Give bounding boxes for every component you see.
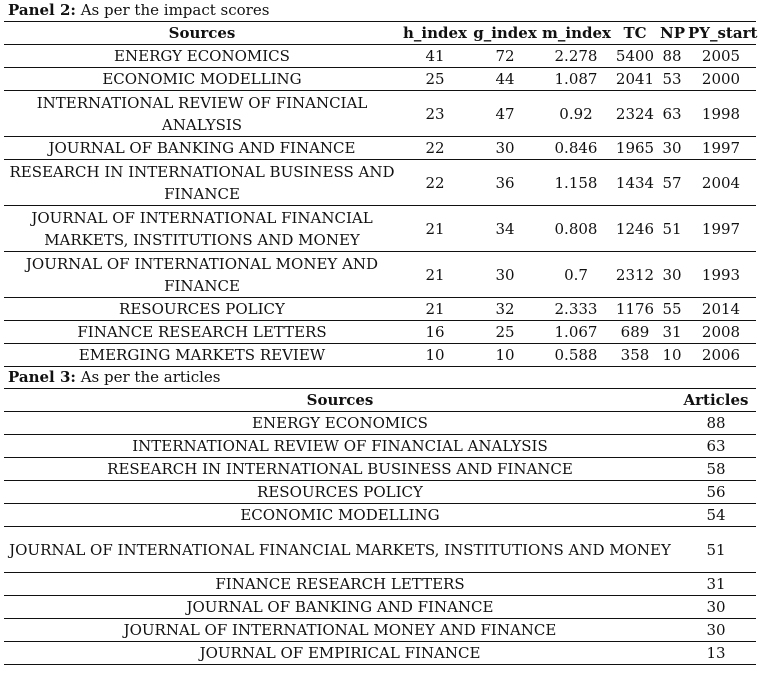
column-header-h-index: h_index xyxy=(400,22,470,45)
cell-tc: 1246 xyxy=(612,206,658,252)
table-header-row xyxy=(4,22,756,45)
cell-articles: 31 xyxy=(676,573,756,596)
cell-g-index: 44 xyxy=(470,68,540,91)
table-row xyxy=(4,481,756,504)
cell-py-start: 2014 xyxy=(686,298,756,321)
cell-py-start: 1993 xyxy=(686,252,756,298)
cell-source: JOURNAL OF INTERNATIONAL MONEY AND FINANCE xyxy=(4,619,676,642)
table-row xyxy=(4,206,756,252)
cell-py-start: 2006 xyxy=(686,344,756,367)
column-header-m-index: m_index xyxy=(540,22,612,45)
cell-tc: 2312 xyxy=(612,252,658,298)
panel-3-title-text: As per the articles xyxy=(75,368,221,386)
cell-g-index: 30 xyxy=(470,252,540,298)
cell-h-index: 25 xyxy=(400,68,470,91)
table-row xyxy=(4,298,756,321)
panel-2-title-label: Panel 2: xyxy=(8,1,76,19)
cell-np: 51 xyxy=(658,206,686,252)
column-header-np: NP xyxy=(658,22,686,45)
cell-source: RESEARCH IN INTERNATIONAL BUSINESS AND FINANCE xyxy=(4,458,676,481)
cell-tc: 2041 xyxy=(612,68,658,91)
cell-source: JOURNAL OF BANKING AND FINANCE xyxy=(4,137,400,160)
panel-2-title xyxy=(4,0,756,21)
cell-h-index: 16 xyxy=(400,321,470,344)
table-row xyxy=(4,68,756,91)
column-header-tc: TC xyxy=(612,22,658,45)
cell-g-index: 72 xyxy=(470,45,540,68)
table-row xyxy=(4,642,756,665)
cell-source: FINANCE RESEARCH LETTERS xyxy=(4,573,676,596)
cell-g-index: 47 xyxy=(470,91,540,137)
cell-m-index: 0.7 xyxy=(540,252,612,298)
table-row xyxy=(4,91,756,137)
column-header-articles: Articles xyxy=(676,389,756,412)
cell-tc: 689 xyxy=(612,321,658,344)
cell-g-index: 36 xyxy=(470,160,540,206)
cell-source: ECONOMIC MODELLING xyxy=(4,68,400,91)
cell-source: JOURNAL OF INTERNATIONAL FINANCIAL MARKETS, INSTITUTIONS AND MONEY xyxy=(4,206,400,252)
column-header-g-index: g_index xyxy=(470,22,540,45)
cell-articles: 54 xyxy=(676,504,756,527)
articles-table xyxy=(4,388,756,665)
table-row xyxy=(4,458,756,481)
table-row xyxy=(4,619,756,642)
cell-m-index: 1.067 xyxy=(540,321,612,344)
column-header-py-start: PY_start xyxy=(686,22,756,45)
cell-source: INTERNATIONAL REVIEW OF FINANCIAL ANALYSIS xyxy=(4,91,400,137)
cell-m-index: 1.087 xyxy=(540,68,612,91)
table-row xyxy=(4,435,756,458)
table-row xyxy=(4,596,756,619)
cell-h-index: 21 xyxy=(400,252,470,298)
cell-source: ENERGY ECONOMICS xyxy=(4,45,400,68)
cell-tc: 1965 xyxy=(612,137,658,160)
cell-articles: 13 xyxy=(676,642,756,665)
cell-h-index: 41 xyxy=(400,45,470,68)
table-row xyxy=(4,504,756,527)
cell-np: 30 xyxy=(658,137,686,160)
table-row xyxy=(4,527,756,573)
cell-m-index: 0.808 xyxy=(540,206,612,252)
cell-g-index: 30 xyxy=(470,137,540,160)
cell-np: 30 xyxy=(658,252,686,298)
cell-source: INTERNATIONAL REVIEW OF FINANCIAL ANALYSIS xyxy=(4,435,676,458)
cell-m-index: 0.588 xyxy=(540,344,612,367)
cell-py-start: 2000 xyxy=(686,68,756,91)
cell-articles: 88 xyxy=(676,412,756,435)
cell-tc: 358 xyxy=(612,344,658,367)
cell-h-index: 22 xyxy=(400,160,470,206)
cell-np: 88 xyxy=(658,45,686,68)
cell-py-start: 1997 xyxy=(686,206,756,252)
cell-g-index: 10 xyxy=(470,344,540,367)
table-row xyxy=(4,137,756,160)
cell-py-start: 2004 xyxy=(686,160,756,206)
cell-np: 57 xyxy=(658,160,686,206)
cell-h-index: 22 xyxy=(400,137,470,160)
cell-tc: 5400 xyxy=(612,45,658,68)
page xyxy=(4,0,756,665)
table-header-row xyxy=(4,389,756,412)
cell-np: 10 xyxy=(658,344,686,367)
cell-py-start: 1997 xyxy=(686,137,756,160)
cell-tc: 1176 xyxy=(612,298,658,321)
cell-np: 63 xyxy=(658,91,686,137)
panel-3-title-label: Panel 3: xyxy=(8,368,76,386)
cell-source: FINANCE RESEARCH LETTERS xyxy=(4,321,400,344)
cell-articles: 63 xyxy=(676,435,756,458)
cell-m-index: 1.158 xyxy=(540,160,612,206)
cell-articles: 51 xyxy=(676,527,756,573)
cell-source: JOURNAL OF EMPIRICAL FINANCE xyxy=(4,642,676,665)
cell-g-index: 25 xyxy=(470,321,540,344)
column-header-sources: Sources xyxy=(4,22,400,45)
cell-source: JOURNAL OF INTERNATIONAL FINANCIAL MARKETS, INSTITUTIONS AND MONEY xyxy=(4,527,676,573)
table-row xyxy=(4,573,756,596)
panel-2-title-text: As per the impact scores xyxy=(75,1,270,19)
panel-3-title xyxy=(4,367,756,388)
cell-h-index: 21 xyxy=(400,298,470,321)
table-row xyxy=(4,252,756,298)
cell-articles: 30 xyxy=(676,596,756,619)
cell-py-start: 1998 xyxy=(686,91,756,137)
cell-py-start: 2008 xyxy=(686,321,756,344)
cell-h-index: 10 xyxy=(400,344,470,367)
cell-source: RESEARCH IN INTERNATIONAL BUSINESS AND FINANCE xyxy=(4,160,400,206)
cell-m-index: 2.333 xyxy=(540,298,612,321)
cell-m-index: 2.278 xyxy=(540,45,612,68)
cell-articles: 58 xyxy=(676,458,756,481)
cell-tc: 1434 xyxy=(612,160,658,206)
table-row xyxy=(4,412,756,435)
table-row xyxy=(4,45,756,68)
cell-h-index: 21 xyxy=(400,206,470,252)
impact-scores-table xyxy=(4,21,756,367)
cell-source: RESOURCES POLICY xyxy=(4,481,676,504)
cell-np: 53 xyxy=(658,68,686,91)
cell-h-index: 23 xyxy=(400,91,470,137)
cell-np: 31 xyxy=(658,321,686,344)
cell-g-index: 34 xyxy=(470,206,540,252)
cell-py-start: 2005 xyxy=(686,45,756,68)
cell-np: 55 xyxy=(658,298,686,321)
cell-source: EMERGING MARKETS REVIEW xyxy=(4,344,400,367)
cell-source: RESOURCES POLICY xyxy=(4,298,400,321)
cell-tc: 2324 xyxy=(612,91,658,137)
table-row xyxy=(4,321,756,344)
column-header-sources: Sources xyxy=(4,389,676,412)
cell-source: JOURNAL OF BANKING AND FINANCE xyxy=(4,596,676,619)
cell-source: ENERGY ECONOMICS xyxy=(4,412,676,435)
cell-m-index: 0.846 xyxy=(540,137,612,160)
cell-source: JOURNAL OF INTERNATIONAL MONEY AND FINANCE xyxy=(4,252,400,298)
cell-g-index: 32 xyxy=(470,298,540,321)
cell-articles: 30 xyxy=(676,619,756,642)
table-row xyxy=(4,160,756,206)
cell-m-index: 0.92 xyxy=(540,91,612,137)
table-row xyxy=(4,344,756,367)
cell-articles: 56 xyxy=(676,481,756,504)
cell-source: ECONOMIC MODELLING xyxy=(4,504,676,527)
